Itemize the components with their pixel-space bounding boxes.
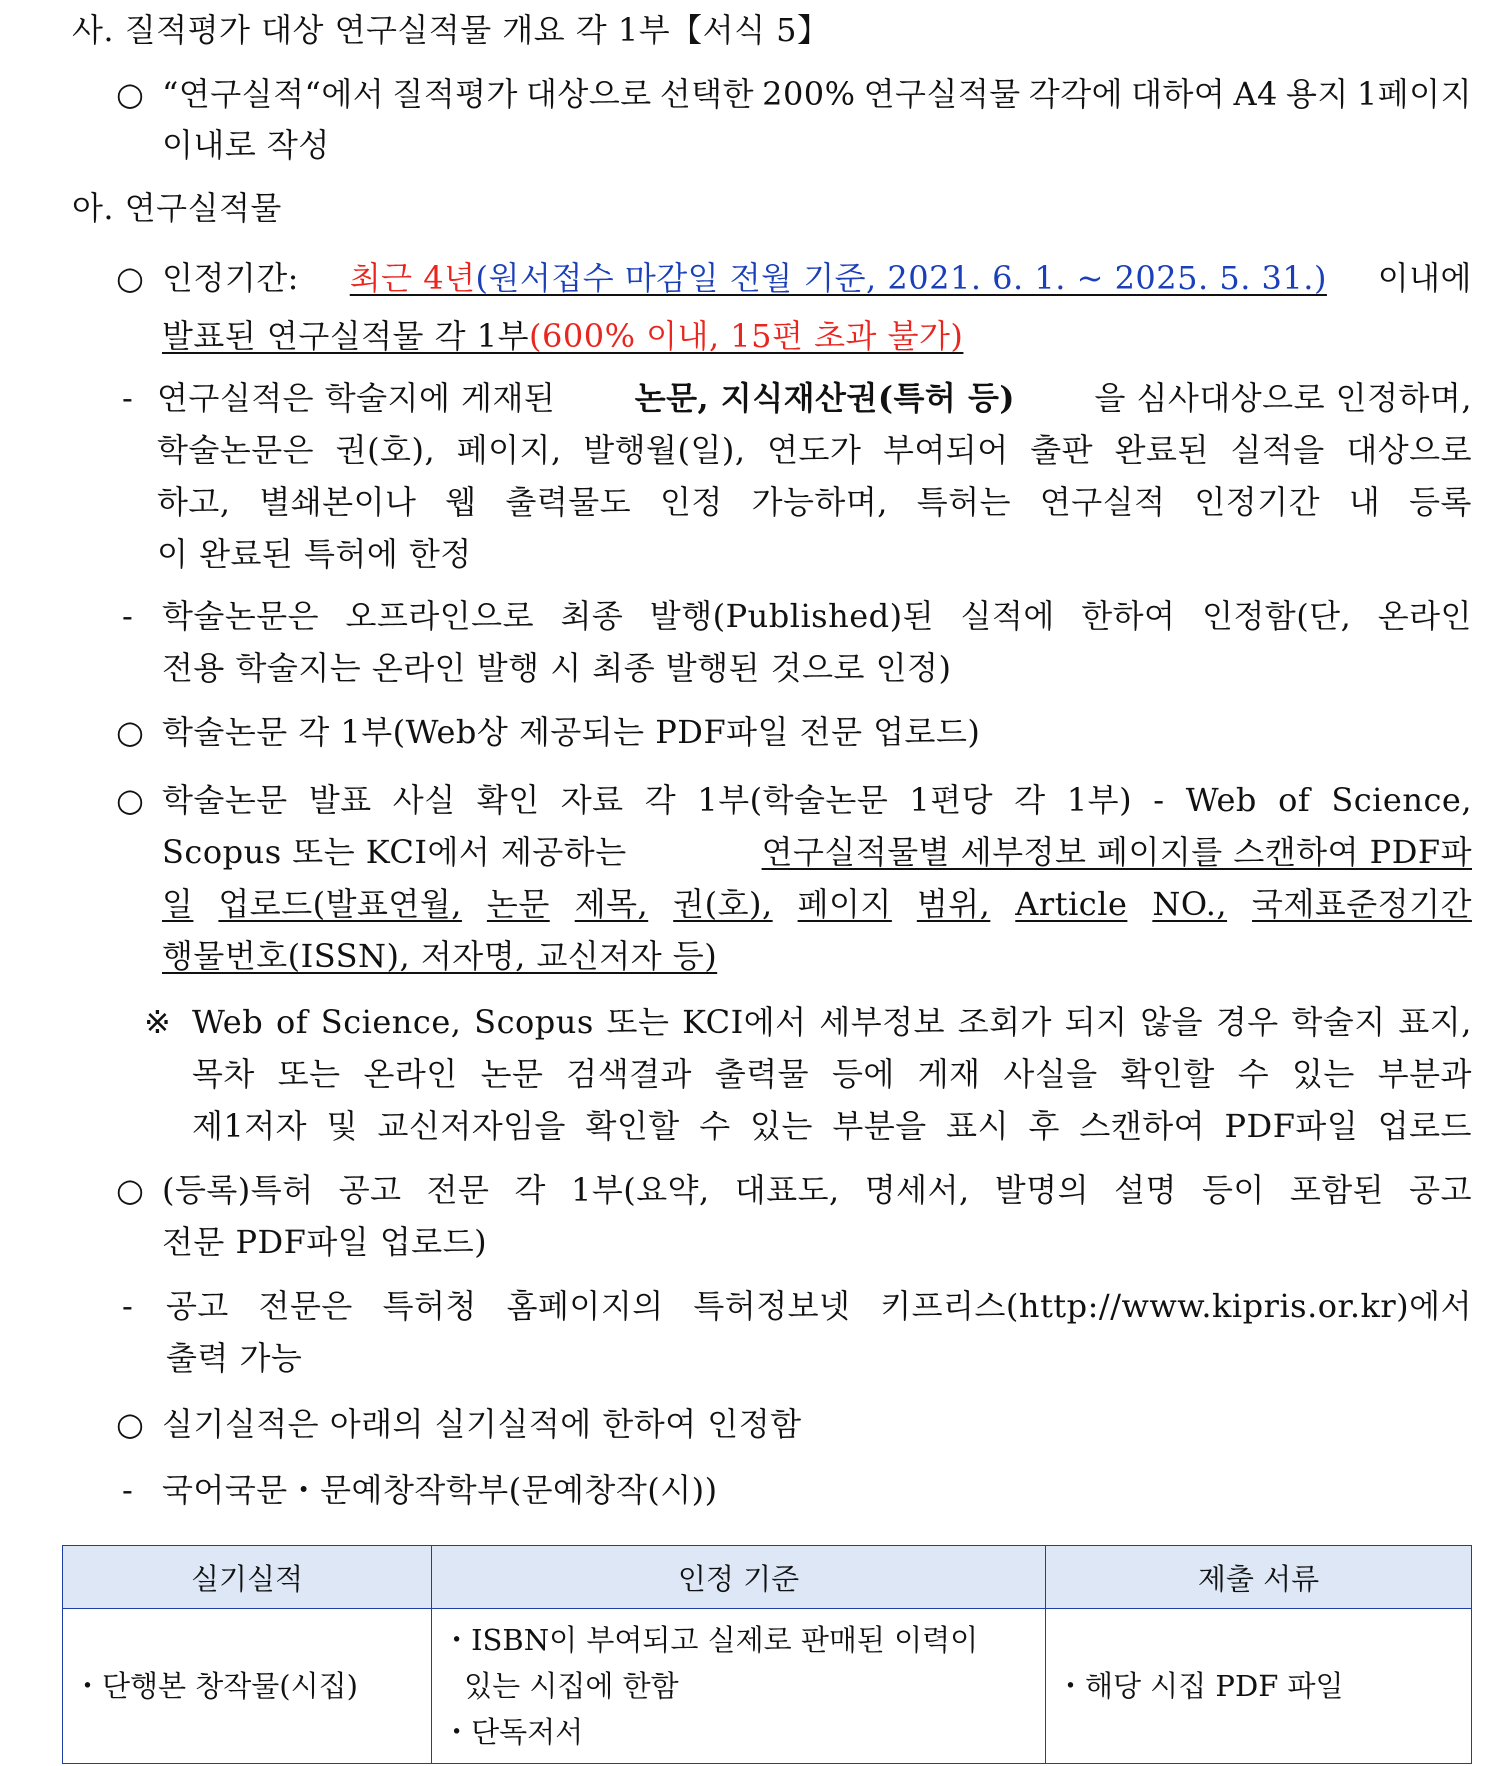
paragraph-line — [162, 1168, 1472, 1212]
word: 페이지, — [456, 431, 562, 469]
word: 온라인 — [363, 1055, 458, 1093]
text-segment: Scopus 또는 KCI에서 제공하는 — [162, 833, 627, 871]
paragraph-line — [192, 1104, 1472, 1148]
word: 발행(Published)된 — [649, 597, 935, 635]
period-limit: (600% 이내, 15편 초과 불가) — [529, 317, 964, 355]
bullet: ○ — [116, 1171, 145, 1209]
table-cell-achievement: ・단행본 창작물(시집) — [63, 1609, 432, 1764]
word: 질적평가 — [392, 75, 518, 113]
word: 권(호), — [335, 431, 436, 469]
word: 별쇄본이나 — [259, 483, 417, 521]
paragraph-line — [166, 1284, 1472, 1328]
word: 용지 — [1285, 75, 1349, 113]
word: 등록 — [1409, 483, 1472, 521]
word: 대하여 — [1131, 75, 1226, 113]
word: 확인할 — [1120, 1055, 1215, 1093]
period-recent: 최근 4년 — [349, 259, 476, 297]
word: 논문 — [480, 1055, 544, 1093]
word: 표지, — [1398, 1003, 1472, 1041]
criteria-line: ・단독저서 — [442, 1715, 584, 1749]
word: - — [1153, 781, 1165, 819]
word: 경우 — [1215, 1003, 1279, 1041]
paragraph-line: 출력 가능 — [166, 1339, 303, 1377]
word: 확인할 — [585, 1107, 680, 1145]
word: Science, — [1331, 781, 1472, 819]
word: 업로드(발표연월, — [218, 885, 462, 923]
paragraph-line — [157, 480, 1472, 524]
text-segment: 연구실적은 학술지에 게재된 — [157, 379, 556, 417]
note-mark: ※ — [144, 1003, 172, 1041]
word: 일 — [162, 885, 194, 923]
paragraph-line — [162, 934, 717, 978]
word: 1페이지 — [1356, 75, 1472, 113]
dash-mark: - — [122, 1287, 134, 1325]
word: KCI에서 — [682, 1003, 807, 1041]
word: 출력물 — [714, 1055, 810, 1093]
word: 국제표준정기간 — [1252, 885, 1472, 923]
table-header-row — [63, 1546, 1472, 1609]
practical-achievement-table — [62, 1545, 1472, 1764]
word: 명세서, — [864, 1171, 970, 1209]
word: 사실을 — [1003, 1055, 1098, 1093]
word: 발명의 — [994, 1171, 1089, 1209]
bullet: ○ — [116, 75, 145, 113]
criteria-line: ・ISBN이 부여되고 실제로 판매된 이력이 — [442, 1623, 979, 1657]
word: 각각에 — [1028, 75, 1124, 113]
word: 연구실적물 — [863, 75, 1021, 113]
paragraph-line — [192, 1052, 1472, 1096]
word: 범위, — [916, 885, 991, 923]
bullet: ○ — [116, 1405, 145, 1443]
word: 특허정보넷 — [693, 1287, 851, 1325]
period-range — [350, 256, 1327, 300]
word: 권(호), — [673, 885, 773, 923]
word: 후 — [1028, 1107, 1060, 1145]
word: 부분을 — [832, 1107, 927, 1145]
word: 목차 — [192, 1055, 255, 1093]
word: 페이지 — [797, 885, 892, 923]
word: 인정함(단, — [1201, 597, 1352, 635]
dash-mark: - — [122, 1471, 134, 1509]
word: 제목, — [574, 885, 649, 923]
word: PDF파일 — [1224, 1107, 1359, 1145]
word: A4 — [1233, 75, 1278, 113]
paragraph-line — [162, 882, 1472, 926]
paragraph-line: 학술논문 각 1부(Web상 제공되는 PDF파일 전문 업로드) — [162, 713, 981, 751]
word: 온라인 — [1377, 597, 1472, 635]
word: 교신저자임을 — [377, 1107, 566, 1145]
word: 실적에 — [960, 597, 1055, 635]
word: 홈페이지의 — [506, 1287, 664, 1325]
word: 학술지 — [1291, 1003, 1386, 1041]
word: 연도가 — [767, 431, 862, 469]
criteria-line: 있는 시집에 한함 — [464, 1669, 679, 1703]
paragraph-line — [157, 428, 1472, 472]
word: 출력물도 — [505, 483, 632, 521]
word: 등에 — [831, 1055, 895, 1093]
word: 공고 — [166, 1287, 229, 1325]
table-cell-documents: ・해당 시집 PDF 파일 — [1045, 1609, 1471, 1764]
word: 오프라인으로 — [345, 597, 535, 635]
word: 자료 — [560, 781, 624, 819]
paragraph-line — [162, 594, 1472, 638]
word: 표시 — [946, 1107, 1009, 1145]
word: of — [275, 1003, 309, 1041]
paragraph-line: 전용 학술지는 온라인 발행 시 최종 발행된 것으로 인정) — [162, 649, 952, 687]
word: 부분과 — [1377, 1055, 1472, 1093]
word: 되지 — [1064, 1003, 1128, 1041]
word: 특허청 — [382, 1287, 477, 1325]
word: 세부정보 — [819, 1003, 945, 1041]
period-label: 인정기간: — [162, 259, 299, 297]
word: 공고 — [338, 1171, 402, 1209]
word: 선택한 — [659, 75, 754, 113]
period-line-2 — [162, 314, 963, 358]
word: 검색결과 — [566, 1055, 692, 1093]
word: 1부(요약, — [570, 1171, 710, 1209]
word: Web — [192, 1003, 264, 1041]
word: Article — [1015, 885, 1128, 923]
word: 인정 — [659, 483, 723, 521]
paragraph-line — [162, 778, 1472, 822]
period-dates: (원서접수 마감일 전월 기준, 2021. 6. 1. ~ 2025. 5. 31.) — [475, 259, 1327, 297]
section-heading-a: 아. 연구실적물 — [72, 189, 282, 227]
word: 가능하며, — [751, 483, 888, 521]
table-cell-criteria — [432, 1609, 1046, 1764]
word: 특허는 — [916, 483, 1012, 521]
bold-segment: 논문, 지식재산권(특허 등) — [634, 379, 1016, 417]
word: 출판 — [1030, 431, 1094, 469]
period-output — [162, 317, 963, 355]
table-header-cell: 실기실적 — [63, 1546, 432, 1609]
word: 각 — [1014, 781, 1046, 819]
word: 설명 — [1114, 1171, 1177, 1209]
word: NO., — [1152, 885, 1228, 923]
word: 내 — [1348, 483, 1381, 521]
word: Scopus — [474, 1003, 594, 1041]
word: 키프리스(http://www.kipris.or.kr)에서 — [880, 1287, 1472, 1325]
underlined-segment: 연구실적물별 세부정보 페이지를 스캔하여 PDF파 — [761, 833, 1472, 871]
word: 발표 — [308, 781, 372, 819]
word: 완료된 — [1114, 431, 1209, 469]
word: 전문은 — [258, 1287, 353, 1325]
word: Science, — [320, 1003, 462, 1041]
word: 웹 — [445, 483, 477, 521]
section-heading-sa: 사. 질적평가 대상 연구실적물 개요 각 1부【서식 5】 — [72, 11, 830, 49]
text-segment: 을 심사대상으로 인정하며, — [1094, 379, 1472, 417]
word: 있는 — [1292, 1055, 1355, 1093]
paragraph-line — [192, 1000, 1472, 1044]
period-output-text: 발표된 연구실적물 각 1부 — [162, 317, 529, 355]
word: 1부(학술논문 — [697, 781, 889, 819]
word: 학술논문 — [162, 781, 288, 819]
word: Web — [1185, 781, 1257, 819]
word: 사실 — [392, 781, 456, 819]
table-row — [63, 1609, 1472, 1764]
paragraph-line — [157, 376, 1472, 420]
dash-mark: - — [122, 379, 134, 417]
paragraph-line — [162, 72, 1472, 116]
word: 대표도, — [734, 1171, 840, 1209]
dash-mark: - — [122, 597, 134, 635]
word: 전문 — [426, 1171, 490, 1209]
word: 스캔하여 — [1079, 1107, 1206, 1145]
table-header-cell: 인정 기준 — [432, 1546, 1046, 1609]
word: 대상으로 — [1346, 431, 1472, 469]
word: 최종 — [560, 597, 624, 635]
paragraph-line — [162, 830, 1472, 874]
bullet: ○ — [116, 259, 145, 297]
word: 수 — [699, 1107, 731, 1145]
bullet: ○ — [116, 713, 145, 751]
word: of — [1278, 781, 1311, 819]
word: 포함된 — [1289, 1171, 1385, 1209]
paragraph-line: 실기실적은 아래의 실기실적에 한하여 인정함 — [162, 1405, 802, 1443]
word: 공고 — [1409, 1171, 1472, 1209]
word: 또는 — [277, 1055, 341, 1093]
word: 각 — [514, 1171, 546, 1209]
word: 대상으로 — [526, 75, 652, 113]
word: 발행월(일), — [583, 431, 746, 469]
word: 논문 — [486, 885, 550, 923]
bullet: ○ — [116, 781, 145, 819]
word: 및 — [326, 1107, 359, 1145]
paragraph-line: 이내로 작성 — [162, 126, 330, 164]
table-header-cell: 제출 서류 — [1045, 1546, 1471, 1609]
period-line — [162, 256, 1472, 300]
word: (등록)특허 — [162, 1171, 314, 1209]
word: 수 — [1237, 1055, 1270, 1093]
word: 조회가 — [957, 1003, 1052, 1041]
word: 부여되어 — [882, 431, 1009, 469]
word: 제1저자 — [192, 1107, 308, 1145]
paragraph-line: 전문 PDF파일 업로드) — [162, 1223, 488, 1261]
word: 연구실적 — [1039, 483, 1166, 521]
period-suffix: 이내에 — [1377, 259, 1472, 297]
word: 않을 — [1140, 1003, 1204, 1041]
word: 있는 — [750, 1107, 813, 1145]
word: 1부) — [1066, 781, 1133, 819]
underlined-line: 행물번호(ISSN), 저자명, 교신저자 등) — [162, 937, 718, 975]
word: 실적을 — [1230, 431, 1325, 469]
word: 확인 — [476, 781, 540, 819]
word: 학술논문은 — [157, 431, 315, 469]
paragraph-line: 국어국문・문예창작학부(문예창작(시)) — [162, 1471, 718, 1509]
word: 한하여 — [1081, 597, 1176, 635]
paragraph-line: 이 완료된 특허에 한정 — [157, 535, 472, 573]
word: 200% — [762, 75, 856, 113]
word: 또는 — [606, 1003, 670, 1041]
word: 게재 — [917, 1055, 981, 1093]
word: “연구실적“에서 — [162, 75, 385, 113]
word: 학술논문은 — [162, 597, 320, 635]
word: 인정기간 — [1194, 483, 1320, 521]
word: 1편당 — [909, 781, 994, 819]
word: 등이 — [1201, 1171, 1265, 1209]
word: 업로드 — [1377, 1107, 1472, 1145]
word: 각 — [644, 781, 677, 819]
word: 하고, — [157, 483, 231, 521]
